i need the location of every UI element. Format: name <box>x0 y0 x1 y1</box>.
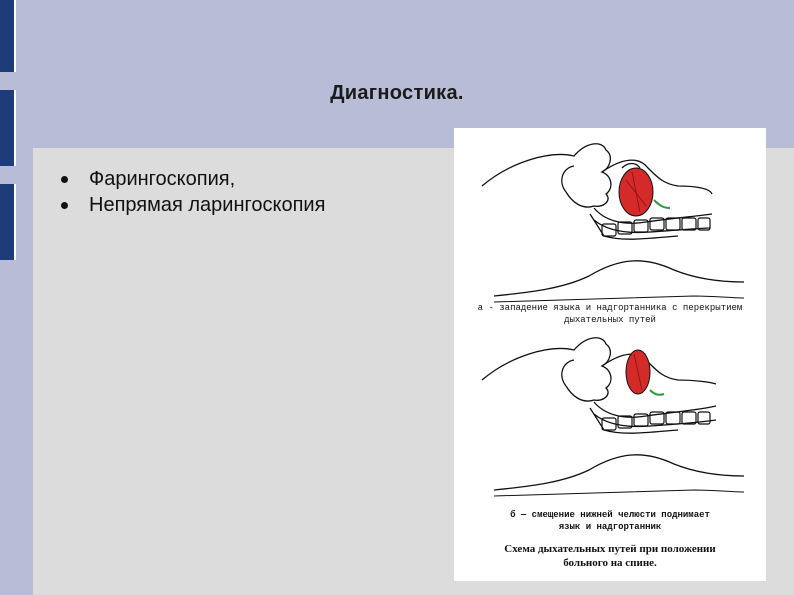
ground-line-b <box>494 455 744 490</box>
bullet-text-1: Фарингоскопия, <box>89 168 236 190</box>
bullet-dot-icon <box>61 202 68 209</box>
bullet-dot-icon <box>61 176 68 183</box>
epiglottis-a <box>654 200 670 208</box>
caption-a <box>460 302 760 326</box>
caption-b-line1: б — смещение нижней челюсти поднимает <box>510 510 710 520</box>
left-bar-1 <box>0 0 16 72</box>
caption-main <box>454 542 766 570</box>
caption-main-line2: больного на спине. <box>563 557 657 569</box>
epiglottis-b <box>650 390 664 395</box>
caption-b <box>460 509 760 533</box>
bullet-item-2 <box>61 192 325 218</box>
caption-b-line2: язык и надгортанник <box>558 522 662 532</box>
caption-main-line1: Схема дыхательных путей при положении <box>504 543 716 555</box>
ground-line-a <box>494 261 744 296</box>
bullet-list <box>61 166 325 218</box>
bullet-item-1 <box>61 166 325 192</box>
head-profile-b <box>482 338 716 433</box>
airway-diagram-figure <box>454 128 766 581</box>
caption-a-line2: дыхательных путей <box>564 315 656 325</box>
caption-a-line1: а - западение языка и надгортанника с перекрытием <box>477 303 743 313</box>
slide-title: Диагностика. <box>330 82 464 104</box>
head-profile-a <box>482 144 712 239</box>
left-bar-3 <box>0 184 16 260</box>
bullet-text-2: Непрямая ларингоскопия <box>89 194 326 216</box>
